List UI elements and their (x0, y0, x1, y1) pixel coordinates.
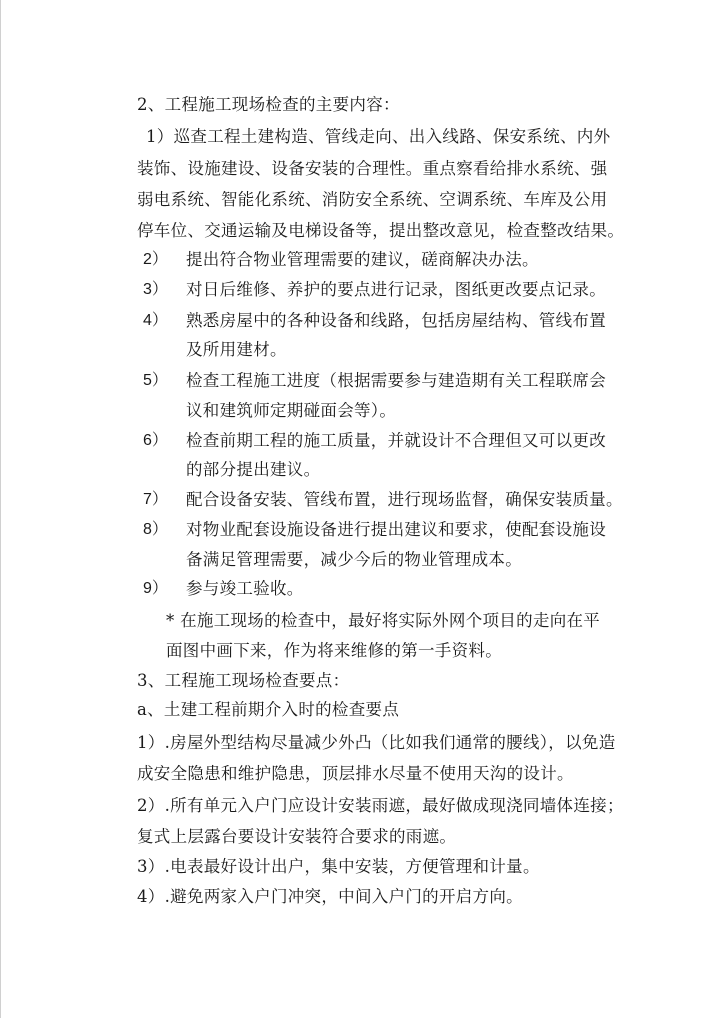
item-7-line-1: 配合设备安装、管线布置，进行现场监督，确保安装质量。 (186, 490, 623, 509)
item-4-number: 4） (143, 312, 168, 329)
item-7-number: 7） (143, 491, 168, 508)
note-line-2: 面图中画下来，作为将来维修的第一手资料。 (166, 641, 502, 660)
item-5-number: 5） (143, 372, 168, 389)
item-1-line-4: 停车位、交通运输及电梯设备等，提出整改意见，检查整改结果。 (137, 221, 625, 240)
item-8-line-2: 备满足管理需要，减少今后的物业管理成本。 (186, 550, 522, 569)
point-1-line-2: 成安全隐患和维护隐患，顶层排水尽量不使用天沟的设计。 (137, 764, 574, 783)
item-1-line-3: 弱电系统、智能化系统、消防安全系统、空调系统、车库及公用 (137, 190, 608, 209)
page-edge (0, 0, 1, 1018)
item-8-line-1: 对物业配套设施设备进行提出建议和要求，使配套设施设 (186, 520, 606, 539)
item-4-line-1: 熟悉房屋中的各种设备和线路，包括房屋结构、管线布置 (186, 311, 606, 330)
item-9-line-1: 参与竣工验收。 (186, 579, 304, 598)
item-6-line-2: 的部分提出建议。 (186, 460, 321, 479)
item-5-line-1: 检查工程施工进度（根据需要参与建造期有关工程联席会 (186, 371, 606, 390)
point-2-line-2: 复式上层露台要设计安装符合要求的雨遮。 (137, 827, 457, 846)
section-3-subheading: a、土建工程前期介入时的检查要点 (137, 700, 400, 719)
note-line-1: * 在施工现场的检查中，最好将实际外网个项目的走向在平 (166, 611, 601, 630)
item-3-line-1: 对日后维修、养护的要点进行记录，图纸更改要点记录。 (186, 280, 606, 299)
item-1-line-1: 1）巡查工程土建构造、管线走向、出入线路、保安系统、内外 (146, 127, 611, 146)
item-1-line-2: 装饰、设施建设、设备安装的合理性。重点察看给排水系统、强 (137, 159, 608, 178)
item-6-number: 6） (143, 432, 168, 449)
item-3-number: 3） (143, 281, 168, 298)
point-1-line-1: 1）.房屋外型结构尽量减少外凸（比如我们通常的腰线），以免造 (137, 733, 616, 752)
point-2-line-1: 2）.所有单元入户门应设计安装雨遮，最好做成现浇同墙体连接； (137, 796, 624, 815)
item-2-line-1: 提出符合物业管理需要的建议，磋商解决办法。 (186, 250, 539, 269)
item-9-number: 9） (143, 580, 168, 597)
section-3-heading: 3、工程施工现场检查要点： (137, 671, 350, 690)
item-5-line-2: 议和建筑师定期碰面会等）。 (186, 401, 397, 420)
item-8-number: 8） (143, 521, 168, 538)
point-3-line-1: 3）.电表最好设计出户，集中安装，方便管理和计量。 (137, 857, 540, 876)
point-4-line-1: 4）.避免两家入户门冲突，中间入户门的开启方向。 (137, 887, 523, 906)
item-6-line-1: 检查前期工程的施工质量，并就设计不合理但又可以更改 (186, 431, 606, 450)
section-2-heading: 2、工程施工现场检查的主要内容： (137, 95, 400, 114)
item-2-number: 2） (143, 251, 168, 268)
item-4-line-2: 及所用建材。 (186, 340, 287, 359)
